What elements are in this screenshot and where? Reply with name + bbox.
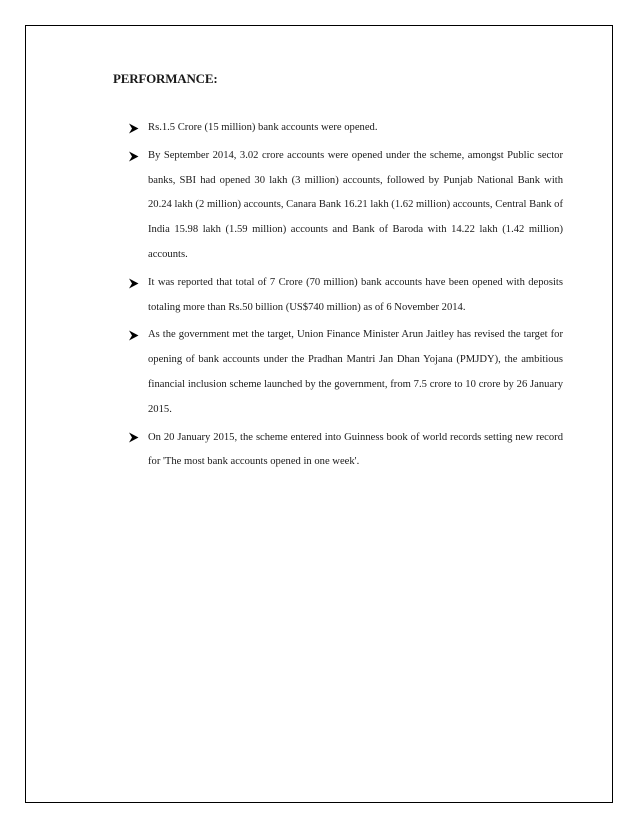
- list-item-text: By September 2014, 3.02 crore accounts were opened under the scheme, amongst Public sector banks, SBI had opened 30 lakh (3 million) accounts, followed by Punjab National Bank with 20.24 lakh (2 million) accounts, Canara Bank 16.21 lakh (1.62 million) accounts, Central Bank of India 15.98 lakh (1.59 million) accounts and Bank of Baroda with 14.22 lakh (1.42 million) accounts.: [148, 149, 563, 260]
- list-item: [128, 116, 563, 141]
- list-item: [128, 323, 563, 422]
- list-item-text: It was reported that total of 7 Crore (70 million) bank accounts have been opened with deposits totaling more than Rs.50 billion (US$740 million) as of 6 November 2014.: [148, 276, 563, 313]
- list-item: [128, 144, 563, 268]
- list-item-text: On 20 January 2015, the scheme entered into Guinness book of world records setting new record for 'The most bank accounts opened in one week'.: [148, 431, 563, 468]
- performance-list: [128, 116, 563, 478]
- list-item: [128, 426, 563, 476]
- arrowhead-bullet-icon: [128, 144, 140, 169]
- arrowhead-bullet-icon: [128, 271, 140, 296]
- arrowhead-bullet-icon: [128, 323, 140, 348]
- list-item: [128, 271, 563, 321]
- section-heading: PERFORMANCE:: [113, 71, 218, 86]
- arrowhead-bullet-icon: [128, 116, 140, 141]
- list-item-text: As the government met the target, Union Finance Minister Arun Jaitley has revised the target for opening of bank accounts under the Pradhan Mantri Jan Dhan Yojana (PMJDY), the ambitious financial inclusion scheme launched by the government, from 7.5 crore to 10 crore by 26 January 2015.: [148, 329, 563, 415]
- arrowhead-bullet-icon: [128, 426, 140, 451]
- list-item-text: Rs.1.5 Crore (15 million) bank accounts were opened.: [148, 122, 378, 133]
